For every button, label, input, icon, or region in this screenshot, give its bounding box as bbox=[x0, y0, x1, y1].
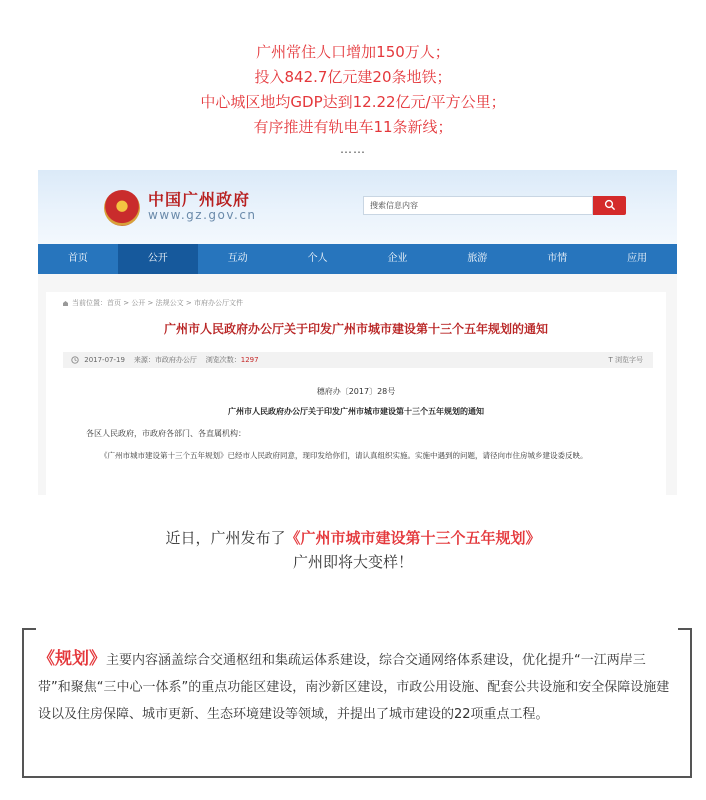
site-logo-url[interactable]: www.gz.gov.cn bbox=[148, 208, 257, 222]
views-label: 浏览次数： bbox=[205, 356, 241, 364]
site-logo-title[interactable]: 中国广州政府 bbox=[148, 190, 251, 209]
nav-item-home[interactable]: 首页 bbox=[67, 253, 88, 264]
gov-site-screenshot bbox=[38, 170, 677, 495]
frame-left bbox=[22, 628, 24, 778]
article-meta bbox=[63, 352, 653, 368]
page-title: 广州市人民政府办公厅关于印发广州市城市建设第十三个五年规划的通知 bbox=[163, 322, 548, 336]
frame-top-left bbox=[22, 628, 36, 630]
frame-bottom bbox=[22, 776, 692, 778]
intro-highlights bbox=[0, 40, 706, 156]
intro-line: 广州常住人口增加150万人； bbox=[256, 43, 450, 61]
intro-line: 中心城区地均GDP达到12.22亿元/平方公里； bbox=[200, 93, 506, 111]
main-nav bbox=[38, 244, 677, 274]
document-subtitle: 广州市人民政府办公厅关于印发广州市城市建设第十三个五年规划的通知 bbox=[228, 407, 484, 416]
nav-item-city-info[interactable]: 市情 bbox=[547, 253, 568, 264]
intro-line: 有序推进有轨电车11条新线； bbox=[253, 118, 453, 136]
summary-box bbox=[22, 628, 692, 778]
search-input[interactable]: 搜索信息内容 bbox=[363, 196, 593, 215]
breadcrumb-text[interactable]: 当前位置：首页 > 公开 > 法规公文 > 市府办公厅文件 bbox=[72, 299, 243, 307]
nav-item-interact[interactable]: 互动 bbox=[227, 253, 248, 264]
font-size-toggle[interactable]: T 浏览字号 bbox=[608, 356, 643, 364]
article-area bbox=[38, 274, 677, 495]
document-addressee: 各区人民政府，市政府各部门、各直属机构： bbox=[86, 429, 246, 438]
document-number: 穗府办〔2017〕28号 bbox=[316, 387, 396, 396]
article-source: 来源：市政府办公厅 bbox=[133, 356, 197, 364]
frame-top-right bbox=[678, 628, 692, 630]
summary-text bbox=[38, 646, 678, 728]
intro-ellipsis: …… bbox=[340, 142, 366, 156]
nav-item-public[interactable]: 公开 bbox=[118, 244, 198, 274]
caption-line2: 广州即将大变样！ bbox=[292, 553, 413, 571]
search-button[interactable] bbox=[593, 196, 626, 215]
frame-right bbox=[690, 628, 692, 778]
nav-item-enterprise[interactable]: 企业 bbox=[387, 253, 408, 264]
location-icon bbox=[62, 300, 69, 307]
clock-icon bbox=[71, 356, 79, 364]
caption bbox=[0, 526, 706, 574]
nav-item-apps[interactable]: 应用 bbox=[627, 253, 648, 264]
guangzhou-emblem-icon bbox=[104, 190, 140, 226]
nav-item-tourism[interactable]: 旅游 bbox=[467, 253, 488, 264]
summary-tag: 《规划》 bbox=[38, 649, 106, 669]
article-panel bbox=[46, 292, 666, 495]
nav-item-personal[interactable]: 个人 bbox=[307, 253, 328, 264]
caption-plan-title: 《广州市城市建设第十三个五年规划》 bbox=[285, 529, 541, 547]
breadcrumb bbox=[62, 298, 243, 308]
search-icon bbox=[604, 199, 616, 211]
intro-line: 投入842.7亿元建20条地铁； bbox=[254, 68, 452, 86]
publish-date: 2017-07-19 bbox=[84, 356, 125, 364]
summary-body: 主要内容涵盖综合交通枢纽和集疏运体系建设，综合交通网络体系建设，优化提升“一江两岸三带”和聚焦“三中心一体系”的重点功能区建设，南沙新区建设，市政公用设施、配套公共设施和安全保障设施建设以及住房保障、城市更新、生态环境建设等领域，并提出了城市建设的22项重点工程。 bbox=[38, 653, 670, 722]
document-body: 《广州市城市建设第十三个五年规划》已经市人民政府同意，现印发给你们，请认真组织实施。实施中遇到的问题，请径向市住房城乡建设委反映。 bbox=[100, 451, 588, 460]
views-count: 1297 bbox=[240, 356, 259, 364]
site-header bbox=[38, 170, 677, 244]
caption-prefix: 近日，广州发布了 bbox=[165, 529, 286, 547]
